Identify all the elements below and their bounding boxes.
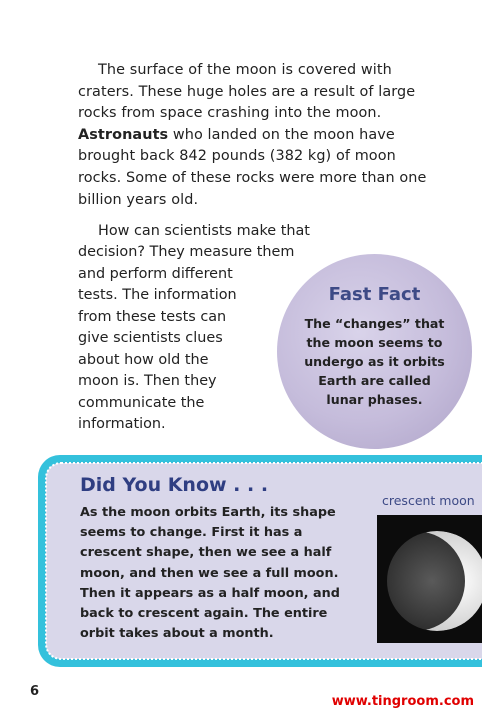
moon-caption: crescent moon [382,493,475,508]
body-line-4: tests. The information [78,287,237,303]
did-you-know-line: As the moon orbits Earth, its shape [80,505,336,520]
intro-line-7: one billion years old. [78,169,427,208]
body-line-6: give scientists clues [78,330,223,346]
did-you-know-line: Then it appears as a half moon, and [80,585,340,601]
fast-fact-line: lunar phases. [326,392,423,407]
body-line-3: and perform different [78,266,233,282]
body-line-2: decision? They measure them [78,244,295,260]
body-line-9: communicate the [78,395,205,411]
body-line-1: How can scientists make that [98,223,310,239]
intro-line-1: The surface of the moon is covered with [98,62,392,78]
did-you-know-text [80,503,370,644]
fast-fact-line: Earth are called [318,373,431,388]
fast-fact-line: The “changes” that [304,316,445,331]
fast-fact-text [295,314,454,409]
fast-fact-line: undergo as it orbits [304,354,445,369]
intro-line-2: craters. These huge holes are a result of large [78,83,416,100]
intro-line-3: rocks from space crashing into the moon. [78,105,382,122]
did-you-know-line: seems to change. First it has a [80,525,303,541]
astronauts-term: Astronauts [78,126,169,143]
body-line-7: about how old the [78,352,209,368]
intro-line-5: brought back 842 pounds (382 kg) of moon [78,148,396,165]
did-you-know-title: Did You Know . . . [80,474,269,496]
body-line-10: information. [78,416,166,432]
page-number: 6 [30,684,40,699]
fast-fact-line: the moon seems to [306,335,443,350]
did-you-know-line: crescent shape, then we see a half [80,545,332,561]
fast-fact-circle [277,254,472,449]
did-you-know-line: orbit takes about a month. [80,626,274,642]
did-you-know-line: moon, and then we see a full moon. [80,565,339,581]
fast-fact-title: Fast Fact [328,284,421,305]
did-you-know-line: back to crescent again. The entire [80,606,328,622]
crescent-moon-illustration [377,515,482,643]
body-line-8: moon is. Then they [78,373,217,389]
intro-paragraph [78,60,438,211]
intro-line-4: who landed on the moon have [168,126,395,143]
crescent-moon-photo [377,515,482,643]
body-line-5: from these tests can [78,309,227,325]
intro-line-6: rocks. Some of these rocks were more than [78,169,395,186]
watermark-text: www.tingroom.com [331,694,474,709]
